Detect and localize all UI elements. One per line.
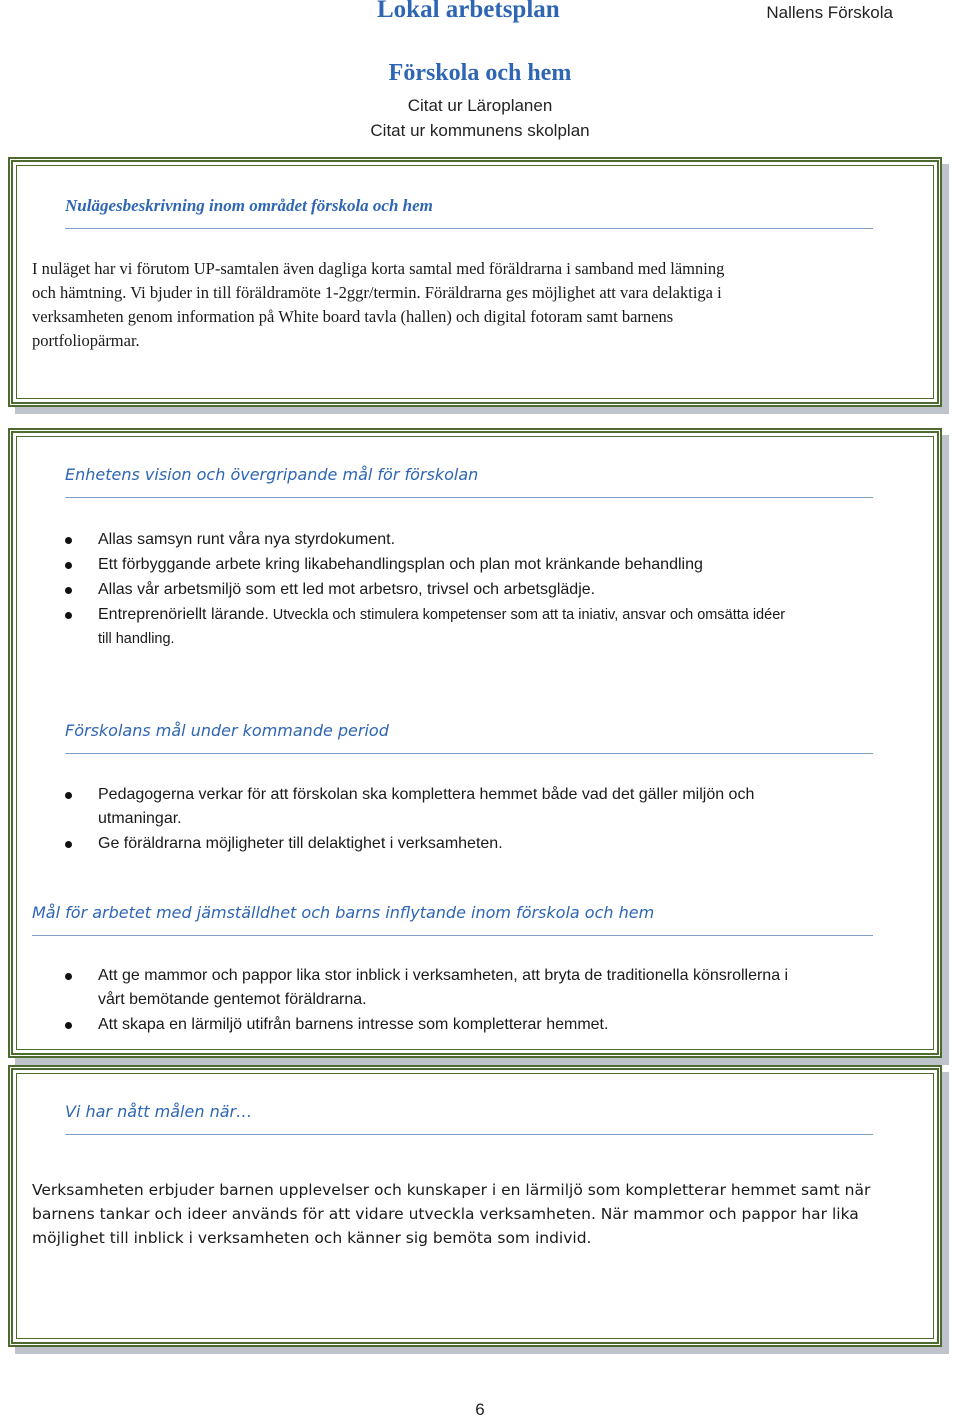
bullet-icon	[65, 562, 72, 569]
list-item: Allas samsyn runt våra nya styrdokument.	[65, 528, 925, 552]
bullet-icon	[65, 587, 72, 594]
bullet-icon	[65, 612, 72, 619]
equality-list	[65, 964, 925, 1038]
achievement-heading: Vi har nått målen när…	[65, 1102, 253, 1121]
heading-rule	[32, 935, 873, 936]
list-item: Att ge mammor och pappor lika stor inblick i verksamheten, att bryta de traditionella könsrollerna i vårt bemötande gentemot föräldrarna.	[65, 964, 925, 1012]
page-number: 6	[475, 1400, 485, 1419]
current-state-heading: Nulägesbeskrivning inom området förskola och hem	[65, 196, 433, 215]
heading-rule	[65, 497, 873, 498]
current-state-text	[32, 257, 932, 353]
vision-heading: Enhetens vision och övergripande mål för förskolan	[65, 465, 479, 484]
text-line: barnens tankar och ideer används för att vidare utveckla verksamheten. När mammor och pappor har lika	[32, 1205, 859, 1223]
text-line: portfoliopärmar.	[32, 331, 140, 350]
heading-rule	[65, 753, 873, 754]
text-line: verksamheten genom information på White board tavla (hallen) och digital fotoram samt barnens	[32, 307, 674, 326]
period-goals-heading: Förskolans mål under kommande period	[65, 721, 389, 740]
heading-rule	[65, 1134, 873, 1135]
bullet-icon	[65, 792, 72, 799]
text-line: och hämtning. Vi bjuder in till föräldramöte 1-2ggr/termin. Föräldrarna ges möjlighet att vara delaktiga i	[32, 283, 722, 302]
heading-rule	[65, 228, 873, 229]
text-line: Verksamheten erbjuder barnen upplevelser och kunskaper i en lärmiljö som kompletterar hemmet samt när	[32, 1181, 871, 1199]
list-item: Entreprenöriellt lärande. Utveckla och stimulera kompetenser som att ta iniativ, ansvar och omsätta idéer till handling.	[65, 603, 925, 651]
bullet-icon	[65, 841, 72, 848]
list-item: Att skapa en lärmiljö utifrån barnens intresse som kompletterar hemmet.	[65, 1013, 925, 1037]
bullet-icon	[65, 537, 72, 544]
achievement-text	[32, 1178, 932, 1250]
text-line: möjlighet till inblick i verksamheten och känner sig bemöta som individ.	[32, 1229, 592, 1247]
vision-list	[65, 528, 925, 652]
list-item: Ge föräldrarna möjligheter till delaktighet i verksamheten.	[65, 832, 925, 856]
bullet-icon	[65, 1022, 72, 1029]
list-item: Ett förbyggande arbete kring likabehandlingsplan och plan mot kränkande behandling	[65, 553, 925, 577]
school-name: Nallens Förskola	[766, 3, 893, 22]
list-item: Pedagogerna verkar för att förskolan ska komplettera hemmet både vad det gäller miljön och utmaningar.	[65, 783, 925, 831]
list-item: Allas vår arbetsmiljö som ett led mot arbetsro, trivsel och arbetsglädje.	[65, 578, 925, 602]
document-title: Lokal arbetsplan	[377, 0, 560, 23]
equality-heading: Mål för arbetet med jämställdhet och barns inflytande inom förskola och hem	[32, 903, 655, 922]
section-title: Förskola och hem	[388, 60, 572, 86]
citation-school-plan: Citat ur kommunens skolplan	[370, 121, 590, 140]
text-line: I nuläget har vi förutom UP-samtalen även dagliga korta samtal med föräldrarna i samband med lämning	[32, 259, 725, 278]
citation-curriculum: Citat ur Läroplanen	[407, 96, 553, 115]
bullet-icon	[65, 973, 72, 980]
period-goals-list	[65, 783, 925, 857]
